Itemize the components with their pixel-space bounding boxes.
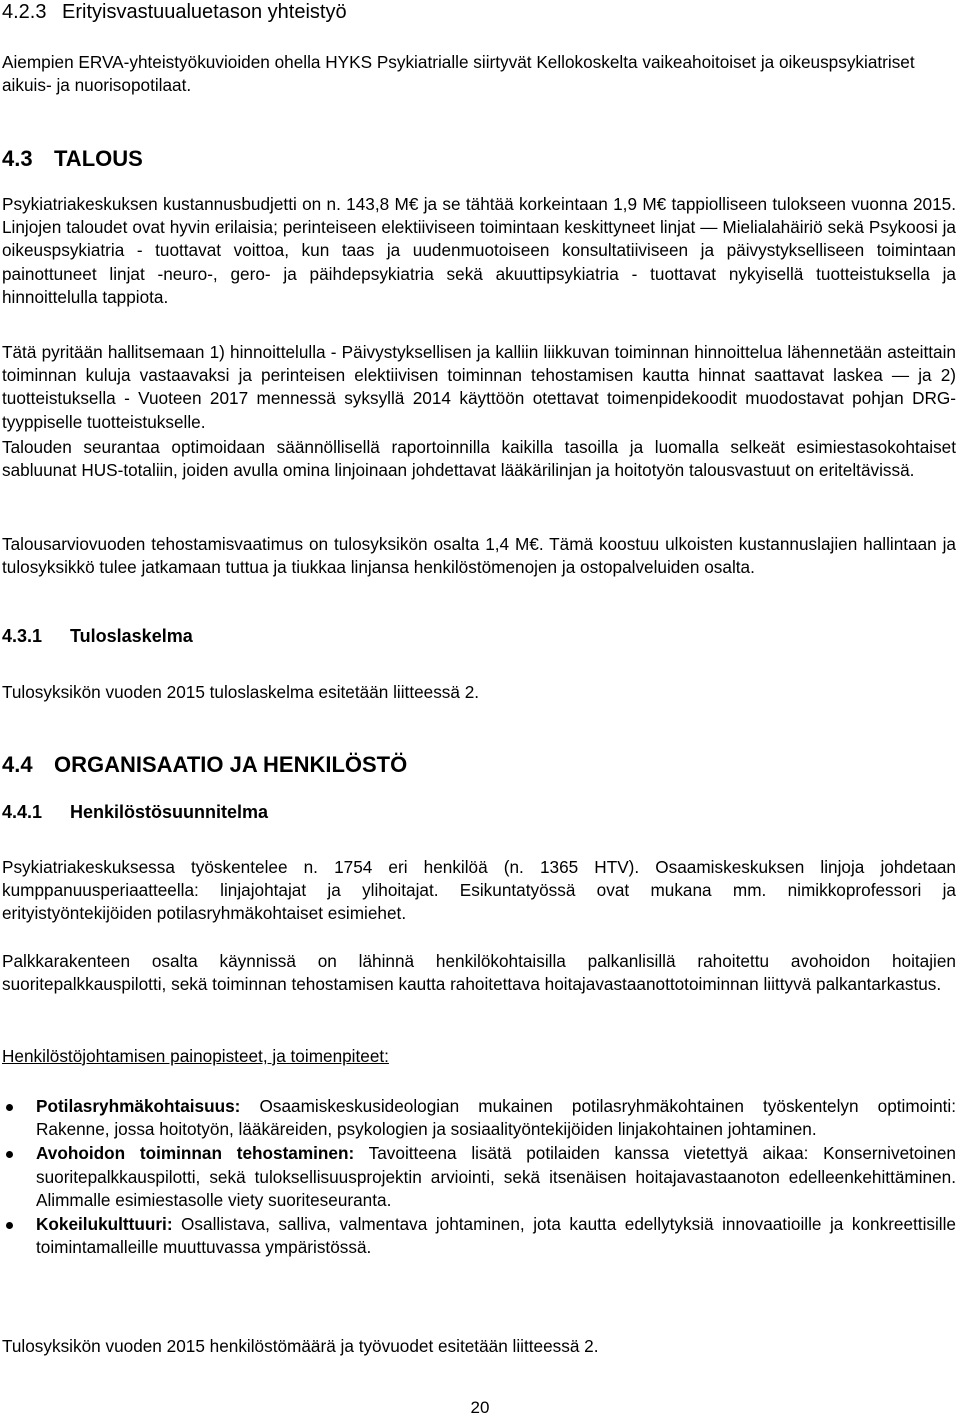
section-number: 4.4	[2, 752, 33, 777]
section-number: 4.4.1	[2, 802, 43, 822]
bullet-icon	[6, 1151, 13, 1158]
list-item-term: Kokeilukulttuuri:	[36, 1214, 173, 1235]
section-heading-4-4	[2, 752, 407, 778]
list-item-text: Osallistava, salliva, valmentava johtaminen, jota kautta edellytyksiä innovaatioille ja konkreettisille toimintamalleille muuttuvassa ympäristössä.	[36, 1214, 956, 1258]
paragraph: Psykiatriakeskuksessa työskentelee n. 1754 eri henkilöä (n. 1365 HTV). Osaamiskeskuksen linjoja johdetaan kumppanuusperiaatteella: linjajohtajat ja ylihoitajat. Esikuntatyössä ovat mukana mm. nimikkoprofessori ja erityistyöntekijöiden potilasryhmäkohtaiset esimiehet.	[2, 857, 956, 924]
list-item-text: Tavoitteena lisätä potilaiden kanssa vietettyä aikaa: Konsernivetoinen suoritepalkkauspilotti, sekä tuloksellisuusprojektin arviointi, sekä itsenäisen hoitajavastaanoton edelleenkehittäminen. Alimmalle esimiestasolle viety suoriteseuranta.	[36, 1143, 956, 1210]
list-item	[2, 1095, 956, 1141]
paragraph: Psykiatriakeskuksen kustannusbudjetti on n. 143,8 M€ ja se tähtää korkeintaan 1,9 M€ tappiolliseen tulokseen vuonna 2015. Linjojen taloudet ovat hyvin erilaisia; perinteiseen elektiiviseen toimintaan keskittyneet linjat — Mielialahäiriö sekä Psykoosi ja oikeuspsykiatria - tuottavat voittoa, kun taas ja uudenmuotoiseen konsultatiiviseen ja päivystykselliseen toimintaan painottuneet linjat -neuro-, gero- ja päihdepsykiatria sekä akuuttipsykiatria - tuottavat nykyisellä tuotteistuksella ja hinnoittelulla tappiota.	[2, 194, 956, 307]
section-title: Erityisvastuualuetason yhteistyö	[62, 1, 347, 23]
section-heading-4-2-3	[2, 0, 347, 24]
section-title: TALOUS	[54, 146, 143, 171]
list-item	[2, 1213, 956, 1259]
list-item-term: Potilasryhmäkohtaisuus:	[36, 1096, 241, 1116]
section-number: 4.2.3	[2, 1, 47, 23]
section-title: ORGANISAATIO JA HENKILÖSTÖ	[54, 752, 408, 777]
paragraph: Talousarviovuoden tehostamisvaatimus on tulosyksikön osalta 1,4 M€. Tämä koostuu ulkoisten kustannuslajien hallintaan ja tulosyksikkö tulee jatkamaan tuttua ja tiukkaa linjansa henkilöstömenojen ja ostopalveluiden osalta.	[2, 534, 956, 578]
section-heading-4-3-1	[2, 625, 193, 647]
list-item-term: Avohoidon toiminnan tehostaminen:	[36, 1143, 355, 1164]
paragraph: Tätä pyritään hallitsemaan 1) hinnoittelulla - Päivystyksellisen ja kalliin liikkuvan toiminnan hinnoittelua lähennetään asteittain toiminnan kuluja vastaavaksi ja perinteisen elektiivisen toiminnan tehostamisen kautta hinnat saattavat laskea — ja 2) tuotteistuksella - Vuoteen 2017 mennessä syksyllä 2014 käyttöön otettavat toimenpidekoodit muodostavat pohjan DRG-tyyppiselle tuotteistukselle.	[2, 342, 956, 432]
section-number: 4.3.1	[2, 626, 43, 646]
section-title: Henkilöstösuunnitelma	[70, 802, 269, 822]
section-heading-4-4-1	[2, 801, 268, 823]
section-title: Tuloslaskelma	[70, 626, 193, 646]
paragraph: Palkkarakenteen osalta käynnissä on lähinnä henkilökohtaisilla palkanlisillä rahoitettu avohoidon hoitajien suoritepalkkauspilotti, sekä toiminnan tehostamisen kautta rahoitettava hoitajavastaanottotoiminnan liittyvä palkantarkastus.	[2, 951, 956, 995]
paragraph: Tulosyksikön vuoden 2015 henkilöstömäärä ja työvuodet esitetään liitteessä 2.	[2, 1336, 599, 1356]
bullet-icon	[6, 1222, 13, 1229]
section-heading-4-3	[2, 146, 143, 172]
list-heading: Henkilöstöjohtamisen painopisteet, ja toimenpiteet:	[2, 1046, 389, 1066]
page-number: 20	[470, 1398, 490, 1417]
paragraph: Aiempien ERVA-yhteistyökuvioiden ohella HYKS Psykiatrialle siirtyvät Kellokoskelta vaikeahoitoiset ja oikeuspsykiatriset aikuis- ja nuorisopotilaat.	[2, 52, 915, 96]
bullet-list	[2, 1095, 956, 1260]
section-number: 4.3	[2, 146, 33, 171]
bullet-icon	[6, 1104, 13, 1111]
paragraph: Tulosyksikön vuoden 2015 tuloslaskelma esitetään liitteessä 2.	[2, 682, 480, 702]
paragraph: Talouden seurantaa optimoidaan säännöllisellä raportoinnilla kaikilla tasoilla ja luomalla selkeät esimiestasokohtaiset sabluunat HUS-totaliin, joiden avulla omina linjoinaan johdettavat lääkärilinjan ja hoitotyön talousvastuut on eriteltävissä.	[2, 437, 956, 481]
list-item-text: Osaamiskeskusideologian mukainen potilasryhmäkohtainen työskentelyn optimointi: Rakenne, jossa hoitotyön, lääkäreiden, psykologien ja sosiaalityöntekijöiden linjakohtainen johtaminen.	[36, 1096, 956, 1140]
list-item	[2, 1142, 956, 1212]
